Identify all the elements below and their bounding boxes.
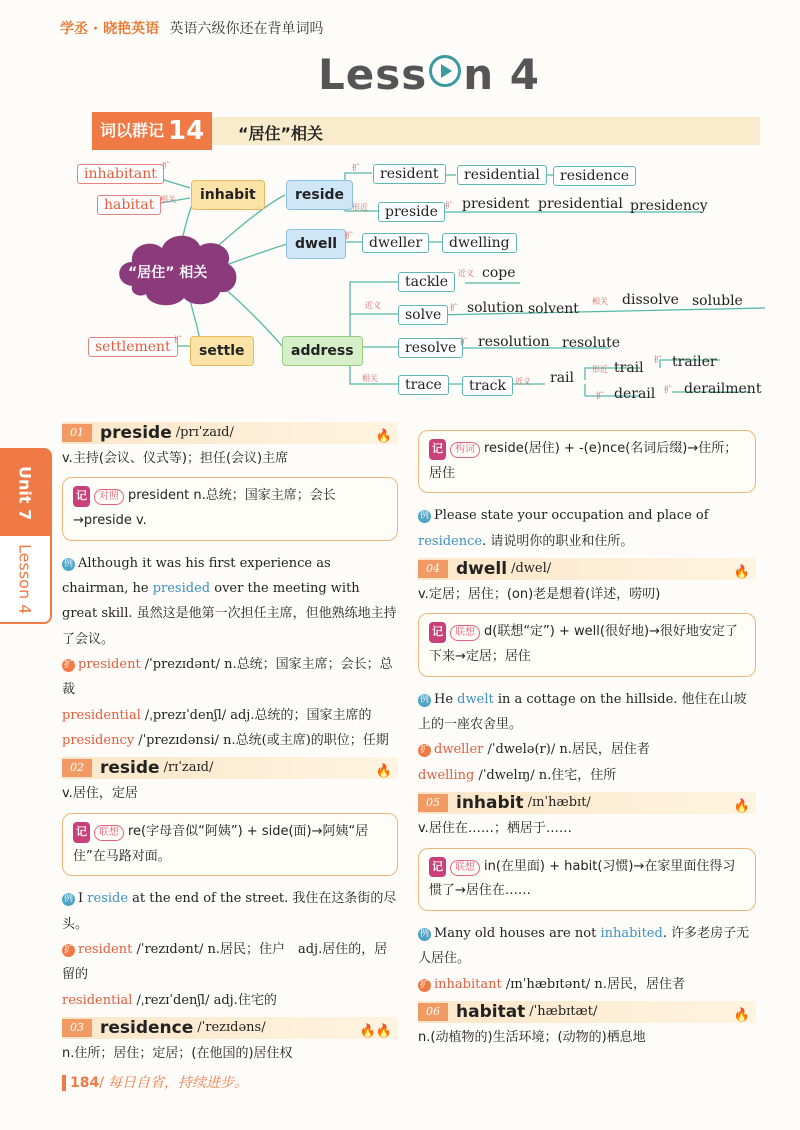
tag-jinyi: 近义: [458, 269, 474, 278]
example-keyword: residence: [418, 533, 483, 549]
node-settle[interactable]: settle: [190, 336, 254, 366]
lesson-label: Lesson 4: [15, 543, 35, 615]
derived-word-term: resident: [78, 941, 133, 957]
memory-note: [418, 430, 756, 493]
flame-icon: 🔥: [375, 764, 392, 780]
node-derail[interactable]: derail: [614, 386, 656, 402]
note-text: re(字母音似“阿姨”) + side(面)→阿姨“居住”在马路对面。: [73, 823, 369, 864]
derived-word-term: residential: [62, 992, 133, 1008]
node-trace[interactable]: trace: [398, 375, 449, 395]
entry-word: inhabit: [456, 793, 524, 814]
note-badge-icon: 记: [429, 439, 446, 460]
extend-icon: 扩: [63, 660, 73, 671]
example-sentence: [62, 551, 398, 652]
derived-word-def: /ˈdwelɪŋ/ n.住宅，住所: [474, 767, 617, 783]
derived-word-term: dwelling: [418, 767, 475, 783]
note-badge-icon: 记: [429, 857, 446, 878]
entry-definition: v.居住，定居: [62, 786, 138, 802]
example-icon: 例: [63, 894, 73, 905]
tag-xingjin: 形近: [592, 365, 608, 374]
entry-number: 06: [418, 1003, 448, 1021]
derived-word-term: dweller: [434, 742, 484, 758]
mind-map: [0, 0, 800, 410]
derived-word: [62, 652, 398, 703]
note-badge-icon: 记: [429, 622, 446, 643]
node-reside[interactable]: reside: [286, 180, 353, 210]
example-text: Many old houses are not: [434, 925, 601, 941]
note-text: president n.总统；国家主席；会长→preside v.: [73, 488, 336, 529]
example-text: He: [434, 691, 458, 707]
note-tag: 联想: [450, 625, 480, 641]
example-keyword: reside: [87, 891, 129, 907]
tag-kuo: 扩: [450, 303, 458, 312]
extend-icon: 扩: [419, 745, 429, 756]
example-sentence: [418, 921, 756, 972]
note-tag: 构词: [450, 442, 480, 458]
derived-word: [62, 728, 398, 753]
node-dwelling[interactable]: dwelling: [442, 233, 517, 253]
tag-xiangguan: 相关: [592, 297, 608, 306]
entry-number: 01: [62, 424, 92, 442]
node-president[interactable]: president: [462, 196, 530, 212]
example-text: . 许多老房子无人居住。: [418, 925, 750, 967]
derived-word-term: presidential: [62, 707, 141, 723]
entry-ipa: /prɪˈzaɪd/: [175, 425, 234, 440]
derived-word: [62, 988, 398, 1013]
lesson-title-pre: Less: [318, 50, 428, 99]
entry-header-02: [62, 757, 398, 779]
node-solvent[interactable]: solvent: [528, 301, 579, 317]
example-text: at the end of the street. 我住在这条街的尽头。: [62, 891, 397, 932]
entry-word: habitat: [456, 1001, 526, 1022]
derived-word-term: presidency: [62, 733, 135, 749]
tag-kuo: 扩: [352, 163, 360, 172]
node-residence[interactable]: residence: [553, 166, 636, 186]
entry-ipa: /ɪnˈhæbɪt/: [527, 795, 591, 811]
entry-word: reside: [100, 758, 160, 779]
flame-icon: 🔥: [375, 429, 392, 444]
page-footer: 184/ 每日自省，持续进步。: [62, 1072, 248, 1092]
entry-definition: v.主持(会议、仪式等)；担任(会议)主席: [62, 451, 289, 466]
entry-header-04: [418, 558, 756, 580]
example-icon: 例: [419, 511, 429, 522]
extend-icon: 扩: [63, 944, 73, 955]
node-dwell[interactable]: dwell: [286, 229, 346, 259]
entry-ipa: /dwel/: [511, 561, 552, 577]
derived-word: [62, 703, 398, 728]
example-keyword: presided: [152, 581, 211, 597]
example-text: I: [78, 891, 88, 907]
example-text: Please state your occupation and place of: [434, 508, 709, 524]
flame-icon: 🔥: [733, 799, 750, 815]
example-text: in a cottage on the hillside. 他住在山坡上的一座农舍里。: [418, 691, 747, 733]
node-cope[interactable]: cope: [482, 265, 516, 281]
entry-number: 04: [418, 560, 448, 578]
tag-jinyi: 近义: [365, 301, 381, 310]
derived-word: [62, 937, 398, 988]
entry-header-05: [418, 792, 756, 814]
entry-definition: v.定居；居住；(on)老是想着(详述，唠叨): [418, 587, 661, 603]
left-column: [62, 418, 398, 1066]
right-column: [418, 430, 756, 1050]
entry-number: 03: [62, 1019, 92, 1037]
lesson-title-post: n 4: [463, 50, 540, 99]
example-sentence: [418, 503, 756, 554]
derived-word-def: /ˌrezɪˈdenʃl/ adj.住宅的: [132, 992, 277, 1008]
node-resident[interactable]: resident: [373, 164, 446, 184]
derived-word-def: /ˈrezɪdənt/ n.居民；住户 adj.居住的，居留的: [62, 941, 388, 983]
node-solution[interactable]: solution: [467, 300, 524, 316]
derived-word: [418, 763, 756, 788]
derived-word-def: /ˈprezɪdənt/ n.总统；国家主席；会长；总裁: [62, 657, 393, 698]
entry-ipa: /rɪˈzaɪd/: [163, 760, 214, 776]
entry-header-01: [62, 422, 398, 444]
tag-jinyi: 近义: [515, 377, 531, 386]
tag-kuo: 扩: [162, 161, 170, 170]
example-sentence: [418, 687, 756, 738]
memory-note: [418, 613, 756, 676]
entry-number: 02: [62, 759, 92, 777]
entry-header-06: [418, 1001, 756, 1023]
tag-kuo: 扩: [596, 391, 604, 400]
example-text: . 请说明你的职业和住所。: [482, 533, 634, 549]
entry-header-03: [62, 1017, 398, 1039]
entry-definition: v.居住在……；栖居于……: [418, 821, 572, 837]
node-residential[interactable]: residential: [457, 165, 547, 185]
entry-definition: n.住所；居住；定居；(在他国的)居住权: [62, 1045, 293, 1061]
node-dissolve[interactable]: dissolve: [622, 292, 679, 308]
derived-word-def: /ɪnˈhæbɪtənt/ n.居民，居住者: [501, 976, 685, 992]
note-text: in(在里面) + habit(习惯)→在家里面住得习惯了→居住在……: [429, 858, 736, 899]
node-solve[interactable]: solve: [398, 305, 448, 325]
brand-label: 学丞 · 晓艳英语: [60, 21, 160, 37]
note-tag: 联想: [450, 860, 480, 876]
flame-icon: 🔥: [733, 565, 750, 581]
page-number: 184: [62, 1075, 99, 1091]
memory-note: [418, 848, 756, 911]
footer-motto: 每日自省，持续进步。: [107, 1075, 248, 1091]
entry-ipa: /ˈrezɪdəns/: [197, 1019, 266, 1035]
tag-kuo: 扩: [654, 355, 662, 364]
tag-kuo: 扩: [345, 231, 353, 240]
note-tag: 联想: [94, 825, 124, 841]
derived-word: [418, 972, 756, 997]
tag-xiangguan: 相关: [160, 195, 176, 204]
example-icon: 例: [419, 928, 429, 939]
memory-note: [62, 477, 398, 540]
derived-word: [418, 737, 756, 762]
node-habitat[interactable]: habitat: [97, 195, 161, 215]
derived-word-def: /ˈdwelə(r)/ n.居民，居住者: [483, 742, 650, 758]
derived-word-def: /ˌprezɪˈdenʃl/ adj.总统的；国家主席的: [140, 707, 372, 723]
example-text: over the meeting with great skill. 虽然这是他第一次担任主席，但他熟练地主持了会议。: [62, 581, 397, 647]
group-title: “居住”相关: [238, 124, 324, 143]
group-label-text: 词以群记: [100, 121, 165, 140]
node-soluble[interactable]: soluble: [692, 293, 743, 309]
node-address[interactable]: address: [282, 336, 363, 366]
example-keyword: inhabited: [600, 925, 663, 941]
center-node: “居住” 相关: [128, 265, 208, 281]
example-icon: 例: [419, 694, 429, 705]
note-badge-icon: 记: [73, 822, 90, 843]
node-preside[interactable]: preside: [378, 202, 445, 222]
flame-icon: 🔥🔥: [359, 1023, 392, 1039]
node-presidency[interactable]: presidency: [630, 198, 708, 214]
entry-ipa: /ˈhæbɪtæt/: [529, 1003, 598, 1019]
book-subtitle: 英语六级你还在背单词吗: [169, 21, 324, 37]
node-resolve[interactable]: resolve: [398, 338, 463, 358]
example-keyword: dwelt: [457, 691, 494, 707]
note-tag: 对照: [94, 489, 124, 505]
node-trailer[interactable]: trailer: [672, 354, 717, 370]
tag-kuo: 扩: [174, 335, 182, 344]
entry-definition: n.(动植物的)生活环境；(动物的)栖息地: [418, 1029, 646, 1045]
entry-word: residence: [100, 1017, 194, 1038]
note-badge-icon: 记: [73, 486, 90, 507]
derived-word-term: inhabitant: [434, 976, 502, 992]
derived-word-term: president: [78, 657, 141, 673]
memory-note: [62, 813, 398, 876]
entry-word: dwell: [456, 559, 508, 580]
node-track[interactable]: track: [462, 376, 513, 396]
node-tackle[interactable]: tackle: [398, 272, 455, 292]
tag-kuo: 扩: [445, 201, 453, 210]
example-icon: 例: [63, 558, 73, 569]
node-rail[interactable]: rail: [550, 370, 574, 386]
entry-number: 05: [418, 794, 448, 812]
unit-side-tab: [0, 448, 52, 624]
tag-kuo: 扩: [664, 385, 672, 394]
tag-xiangguan: 相关: [362, 374, 378, 383]
node-inhabitant[interactable]: inhabitant: [77, 164, 164, 184]
flame-icon: 🔥: [733, 1007, 750, 1023]
node-presidential[interactable]: presidential: [538, 196, 623, 212]
group-number: 14: [168, 116, 205, 146]
node-trail[interactable]: trail: [614, 360, 644, 376]
node-dweller[interactable]: dweller: [362, 233, 429, 253]
extend-icon: 扩: [419, 979, 429, 990]
unit-label: Unit 7: [0, 450, 50, 536]
node-resolution[interactable]: resolution: [478, 334, 550, 350]
tag-xingjin: 形近: [352, 203, 368, 212]
entry-word: preside: [100, 423, 172, 443]
tag-kuo: 扩: [460, 337, 468, 346]
node-inhabit[interactable]: inhabit: [191, 180, 265, 210]
example-sentence: [62, 886, 398, 937]
note-text: d(联想“定”) + well(很好地)→很好地安定了下来→定居；居住: [429, 624, 738, 665]
node-resolute[interactable]: resolute: [562, 335, 620, 351]
example-text: Although it was his first experience as chairman, he: [62, 555, 331, 597]
note-text: reside(居住) + -(e)nce(名词后缀)→住所；居住: [429, 441, 738, 481]
derived-word-def: /ˈprezɪdənsi/ n.总统(或主席)的职位；任期: [134, 733, 389, 749]
node-settlement[interactable]: settlement: [88, 337, 178, 357]
node-derailment[interactable]: derailment: [684, 381, 762, 397]
